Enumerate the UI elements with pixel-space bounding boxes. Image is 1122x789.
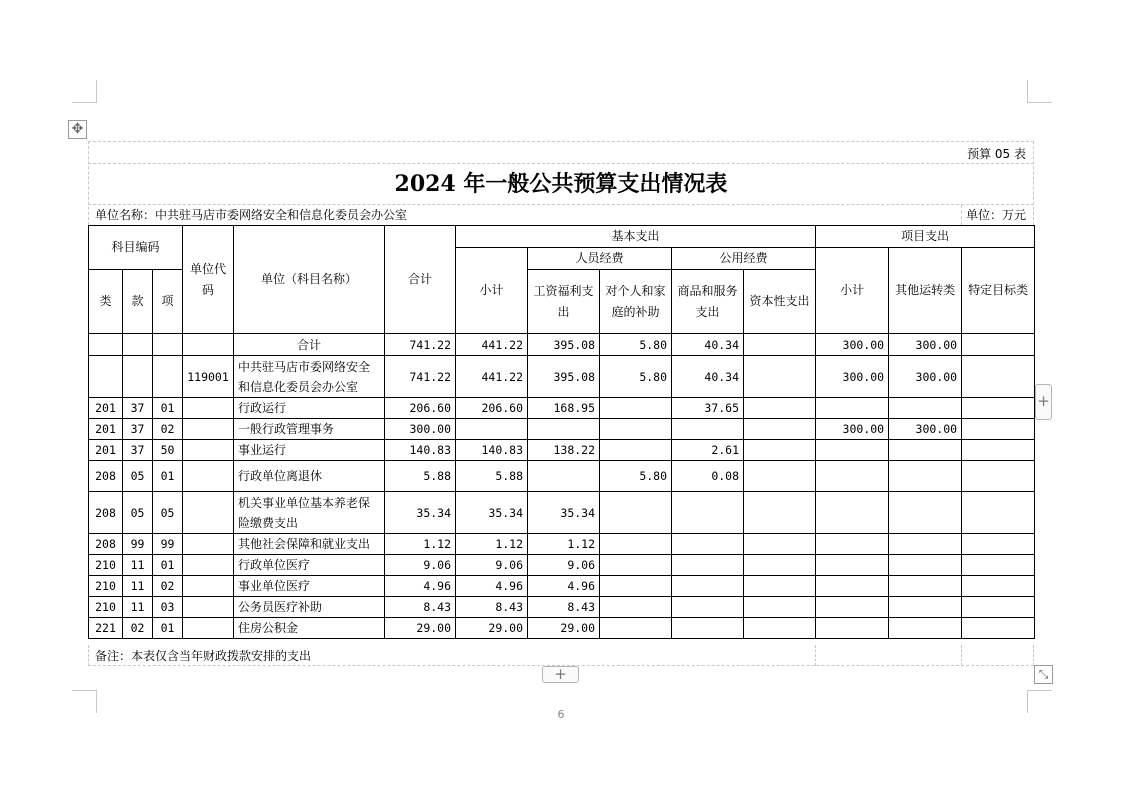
cell-project-subtotal[interactable] <box>816 440 889 461</box>
cell-goods-services[interactable] <box>672 534 744 555</box>
header-xiang: 项 <box>153 270 183 334</box>
header-specific-goal: 特定目标类 <box>962 248 1035 334</box>
move-arrows-icon: ✥ <box>71 121 84 137</box>
cell-subsidy[interactable] <box>600 492 672 534</box>
cell-lei[interactable]: 210 <box>89 555 123 576</box>
cell-unit-code[interactable] <box>183 492 234 534</box>
cell-basic-subtotal[interactable]: 206.60 <box>456 398 528 419</box>
cell-other-transfer[interactable]: 300.00 <box>889 419 962 440</box>
cell-capital[interactable] <box>744 356 816 398</box>
plus-icon: + <box>554 665 567 683</box>
cell-wages[interactable]: 138.22 <box>528 440 600 461</box>
cell-other-transfer[interactable] <box>889 492 962 534</box>
cell-unit-code[interactable] <box>183 576 234 597</box>
cell-capital[interactable] <box>744 576 816 597</box>
cell-capital[interactable] <box>744 334 816 356</box>
cell-goods-services[interactable]: 40.34 <box>672 334 744 356</box>
cell-project-subtotal[interactable] <box>816 555 889 576</box>
header-lei: 类 <box>89 270 123 334</box>
table-move-handle[interactable] <box>68 120 87 139</box>
cell-wages[interactable]: 1.12 <box>528 534 600 555</box>
cell-capital[interactable] <box>744 555 816 576</box>
header-unit-code: 单位代码 <box>183 226 234 334</box>
cell-name[interactable]: 行政单位离退休 <box>234 461 385 492</box>
cell-unit-code[interactable]: 119001 <box>183 356 234 398</box>
cell-xiang[interactable]: 50 <box>153 440 183 461</box>
cell-wages[interactable] <box>528 419 600 440</box>
cell-kuan[interactable] <box>123 334 153 356</box>
cell-specific-goal[interactable] <box>962 398 1035 419</box>
cell-kuan[interactable]: 05 <box>123 492 153 534</box>
cell-kuan[interactable] <box>123 356 153 398</box>
cell-other-transfer[interactable] <box>889 555 962 576</box>
cell-kuan[interactable]: 99 <box>123 534 153 555</box>
footnote: 备注：本表仅含当年财政拨款安排的支出 <box>95 649 312 663</box>
cell-other-transfer[interactable]: 300.00 <box>889 334 962 356</box>
cell-unit-code[interactable] <box>183 398 234 419</box>
cell-xiang[interactable]: 01 <box>153 461 183 492</box>
table-row-total <box>89 334 1035 356</box>
cell-subsidy[interactable] <box>600 597 672 618</box>
header-project-subtotal: 小计 <box>816 248 889 334</box>
header-other-transfer: 其他运转类 <box>889 248 962 334</box>
cell-capital[interactable] <box>744 492 816 534</box>
resize-diagonal-icon: ⤡ <box>1038 667 1049 681</box>
cell-xiang[interactable] <box>153 334 183 356</box>
cell-project-subtotal[interactable] <box>816 576 889 597</box>
cell-unit-code[interactable] <box>183 461 234 492</box>
cell-kuan[interactable]: 11 <box>123 555 153 576</box>
cell-total[interactable]: 140.83 <box>385 440 456 461</box>
cell-subsidy[interactable] <box>600 618 672 639</box>
cell-subsidy[interactable]: 5.80 <box>600 356 672 398</box>
header-kuan: 款 <box>123 270 153 334</box>
cell-total[interactable]: 4.96 <box>385 576 456 597</box>
cell-total[interactable]: 300.00 <box>385 419 456 440</box>
cell-project-subtotal[interactable] <box>816 398 889 419</box>
cell-project-subtotal[interactable]: 300.00 <box>816 419 889 440</box>
cell-wages[interactable]: 35.34 <box>528 492 600 534</box>
cell-kuan[interactable]: 37 <box>123 419 153 440</box>
cell-lei[interactable] <box>89 356 123 398</box>
cell-capital[interactable] <box>744 419 816 440</box>
unit-label: 单位：万元 <box>965 208 1026 222</box>
cell-capital[interactable] <box>744 618 816 639</box>
cell-lei[interactable]: 201 <box>89 419 123 440</box>
header-capital: 资本性支出 <box>744 270 816 334</box>
cell-basic-subtotal[interactable]: 9.06 <box>456 555 528 576</box>
table-row <box>89 555 1035 576</box>
header-basic-expenditure: 基本支出 <box>456 226 816 248</box>
cell-kuan[interactable]: 05 <box>123 461 153 492</box>
cell-wages[interactable] <box>528 461 600 492</box>
cell-specific-goal[interactable] <box>962 461 1035 492</box>
cell-project-subtotal[interactable] <box>816 618 889 639</box>
cell-xiang[interactable]: 03 <box>153 597 183 618</box>
cell-goods-services[interactable] <box>672 618 744 639</box>
table-row <box>89 356 1035 398</box>
table-tag-row <box>88 141 1034 163</box>
cell-basic-subtotal[interactable]: 35.34 <box>456 492 528 534</box>
cell-unit-code[interactable] <box>183 440 234 461</box>
cell-goods-services[interactable] <box>672 597 744 618</box>
cell-other-transfer[interactable] <box>889 440 962 461</box>
cell-unit-code[interactable] <box>183 419 234 440</box>
table-row <box>89 534 1035 555</box>
table-resize-handle[interactable] <box>1034 665 1053 684</box>
cell-specific-goal[interactable] <box>962 419 1035 440</box>
cell-xiang[interactable]: 99 <box>153 534 183 555</box>
cell-subsidy[interactable] <box>600 440 672 461</box>
cell-basic-subtotal[interactable] <box>456 419 528 440</box>
cell-subsidy[interactable]: 5.80 <box>600 334 672 356</box>
cell-total[interactable]: 741.22 <box>385 356 456 398</box>
header-basic-subtotal: 小计 <box>456 248 528 334</box>
cell-subsidy[interactable] <box>600 555 672 576</box>
cell-name[interactable]: 中共驻马店市委网络安全和信息化委员会办公室 <box>234 356 385 398</box>
header-subject-code: 科目编码 <box>89 226 183 270</box>
cell-kuan[interactable]: 11 <box>123 576 153 597</box>
cell-specific-goal[interactable] <box>962 576 1035 597</box>
cell-kuan[interactable]: 02 <box>123 618 153 639</box>
cell-total[interactable]: 5.88 <box>385 461 456 492</box>
cell-goods-services[interactable] <box>672 419 744 440</box>
cell-project-subtotal[interactable] <box>816 492 889 534</box>
header-personnel: 人员经费 <box>528 248 672 270</box>
cell-project-subtotal[interactable] <box>816 534 889 555</box>
cell-wages[interactable]: 4.96 <box>528 576 600 597</box>
cell-total[interactable]: 206.60 <box>385 398 456 419</box>
header-unit-name: 单位（科目名称） <box>234 226 385 334</box>
header-project-expenditure: 项目支出 <box>816 226 1035 248</box>
cell-capital[interactable] <box>744 461 816 492</box>
add-row-button[interactable] <box>542 666 579 683</box>
cell-lei[interactable]: 201 <box>89 440 123 461</box>
cell-xiang[interactable]: 05 <box>153 492 183 534</box>
cell-capital[interactable] <box>744 534 816 555</box>
cell-specific-goal[interactable] <box>962 618 1035 639</box>
cell-subsidy[interactable] <box>600 576 672 597</box>
cell-specific-goal[interactable] <box>962 440 1035 461</box>
cell-unit-code[interactable] <box>183 555 234 576</box>
cell-basic-subtotal[interactable]: 140.83 <box>456 440 528 461</box>
cell-name[interactable]: 机关事业单位基本养老保险缴费支出 <box>234 492 385 534</box>
cell-goods-services[interactable]: 0.08 <box>672 461 744 492</box>
cell-other-transfer[interactable] <box>889 597 962 618</box>
cell-goods-services[interactable]: 2.61 <box>672 440 744 461</box>
table-row <box>89 419 1035 440</box>
header-subsidy: 对个人和家庭的补助 <box>600 270 672 334</box>
cell-name[interactable]: 合计 <box>234 334 385 356</box>
table-row <box>89 492 1035 534</box>
cell-capital[interactable] <box>744 398 816 419</box>
cell-other-transfer[interactable] <box>889 618 962 639</box>
cell-name[interactable]: 一般行政管理事务 <box>234 419 385 440</box>
cell-project-subtotal[interactable] <box>816 597 889 618</box>
cell-basic-subtotal[interactable]: 8.43 <box>456 597 528 618</box>
cell-unit-code[interactable] <box>183 334 234 356</box>
table-row <box>89 398 1035 419</box>
cell-lei[interactable]: 208 <box>89 534 123 555</box>
cell-wages[interactable]: 29.00 <box>528 618 600 639</box>
cell-specific-goal[interactable] <box>962 597 1035 618</box>
cell-other-transfer[interactable] <box>889 461 962 492</box>
table-tag: 预算 05 表 <box>967 147 1026 161</box>
cell-lei[interactable]: 208 <box>89 492 123 534</box>
cell-unit-code[interactable] <box>183 534 234 555</box>
cell-lei[interactable] <box>89 334 123 356</box>
crop-mark-bottom-left <box>72 690 97 713</box>
cell-name[interactable]: 事业单位医疗 <box>234 576 385 597</box>
cell-goods-services[interactable] <box>672 576 744 597</box>
cell-basic-subtotal[interactable]: 29.00 <box>456 618 528 639</box>
table-row <box>89 597 1035 618</box>
header-goods-services: 商品和服务支出 <box>672 270 744 334</box>
cell-xiang[interactable]: 01 <box>153 618 183 639</box>
budget-table <box>88 225 1035 639</box>
cell-wages[interactable]: 395.08 <box>528 356 600 398</box>
cell-kuan[interactable]: 37 <box>123 398 153 419</box>
cell-name[interactable]: 其他社会保障和就业支出 <box>234 534 385 555</box>
cell-basic-subtotal[interactable]: 1.12 <box>456 534 528 555</box>
cell-wages[interactable]: 168.95 <box>528 398 600 419</box>
cell-basic-subtotal[interactable]: 441.22 <box>456 356 528 398</box>
cell-xiang[interactable] <box>153 356 183 398</box>
cell-goods-services[interactable] <box>672 492 744 534</box>
cell-subsidy[interactable] <box>600 534 672 555</box>
cell-specific-goal[interactable] <box>962 356 1035 398</box>
cell-xiang[interactable]: 02 <box>153 576 183 597</box>
cell-lei[interactable]: 201 <box>89 398 123 419</box>
cell-subsidy[interactable] <box>600 419 672 440</box>
cell-specific-goal[interactable] <box>962 534 1035 555</box>
cell-capital[interactable] <box>744 597 816 618</box>
cell-name[interactable]: 行政运行 <box>234 398 385 419</box>
table-row <box>89 440 1035 461</box>
cell-subsidy[interactable]: 5.80 <box>600 461 672 492</box>
table-row <box>89 576 1035 597</box>
cell-name[interactable]: 行政单位医疗 <box>234 555 385 576</box>
header-total: 合计 <box>385 226 456 334</box>
cell-other-transfer[interactable] <box>889 534 962 555</box>
page-number: 6 <box>557 708 565 721</box>
cell-total[interactable]: 29.00 <box>385 618 456 639</box>
cell-total[interactable]: 9.06 <box>385 555 456 576</box>
plus-icon: + <box>1037 392 1050 410</box>
table-row <box>89 461 1035 492</box>
cell-name[interactable]: 事业运行 <box>234 440 385 461</box>
org-name-label: 单位名称：中共驻马店市委网络安全和信息化委员会办公室 <box>95 208 408 222</box>
unit-row <box>88 205 1034 225</box>
crop-mark-top-right <box>1027 80 1052 103</box>
cell-other-transfer[interactable] <box>889 398 962 419</box>
cell-basic-subtotal[interactable]: 5.88 <box>456 461 528 492</box>
cell-specific-goal[interactable] <box>962 492 1035 534</box>
cell-xiang[interactable]: 01 <box>153 555 183 576</box>
cell-wages[interactable]: 395.08 <box>528 334 600 356</box>
cell-capital[interactable] <box>744 440 816 461</box>
cell-wages[interactable]: 8.43 <box>528 597 600 618</box>
cell-lei[interactable]: 208 <box>89 461 123 492</box>
crop-mark-top-left <box>72 80 97 103</box>
add-column-button[interactable] <box>1035 384 1052 420</box>
cell-project-subtotal[interactable] <box>816 461 889 492</box>
cell-other-transfer[interactable]: 300.00 <box>889 356 962 398</box>
footnote-row <box>88 646 1034 666</box>
cell-goods-services[interactable] <box>672 555 744 576</box>
cell-subsidy[interactable] <box>600 398 672 419</box>
cell-unit-code[interactable] <box>183 618 234 639</box>
table-row <box>89 618 1035 639</box>
cell-goods-services[interactable]: 40.34 <box>672 356 744 398</box>
cell-other-transfer[interactable] <box>889 576 962 597</box>
cell-name[interactable]: 住房公积金 <box>234 618 385 639</box>
cell-basic-subtotal[interactable]: 4.96 <box>456 576 528 597</box>
cell-lei[interactable]: 221 <box>89 618 123 639</box>
cell-project-subtotal[interactable]: 300.00 <box>816 334 889 356</box>
cell-unit-code[interactable] <box>183 597 234 618</box>
cell-total[interactable]: 741.22 <box>385 334 456 356</box>
cell-specific-goal[interactable] <box>962 555 1035 576</box>
page-title: 2024 年一般公共预算支出情况表 <box>394 171 728 197</box>
header-wages: 工资福利支出 <box>528 270 600 334</box>
cell-goods-services[interactable]: 37.65 <box>672 398 744 419</box>
cell-total[interactable]: 8.43 <box>385 597 456 618</box>
cell-lei[interactable]: 210 <box>89 576 123 597</box>
cell-wages[interactable]: 9.06 <box>528 555 600 576</box>
cell-xiang[interactable]: 01 <box>153 398 183 419</box>
cell-project-subtotal[interactable]: 300.00 <box>816 356 889 398</box>
cell-lei[interactable]: 210 <box>89 597 123 618</box>
cell-kuan[interactable]: 11 <box>123 597 153 618</box>
cell-kuan[interactable]: 37 <box>123 440 153 461</box>
header-public-funds: 公用经费 <box>672 248 816 270</box>
cell-basic-subtotal[interactable]: 441.22 <box>456 334 528 356</box>
crop-mark-bottom-right <box>1027 690 1052 713</box>
cell-total[interactable]: 35.34 <box>385 492 456 534</box>
cell-xiang[interactable]: 02 <box>153 419 183 440</box>
cell-total[interactable]: 1.12 <box>385 534 456 555</box>
cell-specific-goal[interactable] <box>962 334 1035 356</box>
cell-name[interactable]: 公务员医疗补助 <box>234 597 385 618</box>
